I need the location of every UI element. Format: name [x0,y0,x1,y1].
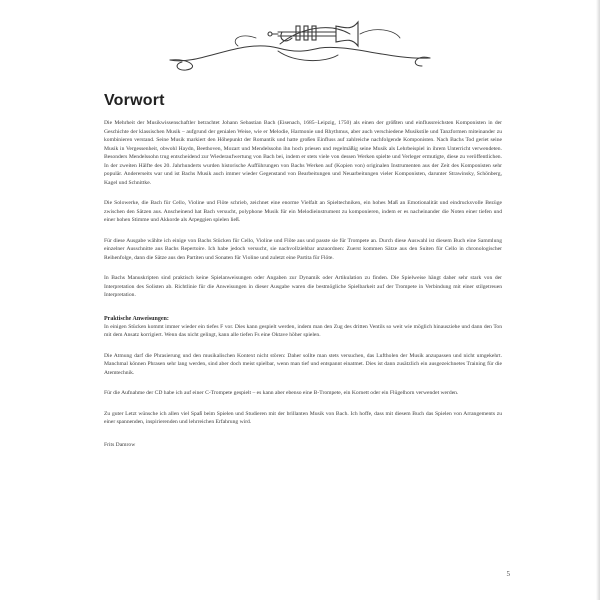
paragraph-cd-recording: Für die Aufnahme der CD habe ich auf einer C-Trompete gespielt – es kann aber ebenso eine B-Trompete, ein Kornett oder ein Flügelhorn verwendet werden. [104,390,459,396]
page-number: 5 [506,570,510,578]
paragraph-low-f: In einigen Stücken kommt immer wieder ein tiefes F vor. Dies kann gespielt werden, indem man den Zug des dritten Ventils so weit wie möglich hinausziehe und dann den Ton mit dem Ansatz korrigiert. Wenn das nicht gelingt, kann alle tiefen Fs eine Oktave höher spielen. [104,323,502,338]
paragraph-selection: Für diese Ausgabe wählte ich einige von Bachs Stücken für Cello, Violine und Flöte aus und passte sie für Trompete an. Durch diese Auswahl ist diesem Buch eine Sammlung einzelner Ausschnitte aus Bachs Repertoire. Ich habe jedoch versucht, sie nachvollziehbar anzuordnen: Zuerst kommen Sätze aus den Suiten für Cello in chronologischer Reihenfolge, dann die Sätze aus den Partiten und Sonaten für Violine und zuletzt eine Partita für Flöte. [104,237,502,261]
paragraph-breathing: Die Atmung darf die Phrasierung und den musikalischen Kontext nicht stören: Daher sollte man stets versuchen, das Luftholen der Musik anzupassen und nicht umgekehrt. Manchmal können Phrasen sehr lang werden, sind aber doch meist spielbar, wenn man tief und entspannt einatmet. Dies ist dann zusätzlich ein ausgezeichnetes Training für die Atemtechnik. [104,352,502,376]
author-signature: Frits Damrow [104,441,136,448]
page-edge [596,0,600,600]
paragraph-manuscripts: In Bachs Manuskripten sind praktisch keine Spielanweisungen oder Angaben zur Dynamik oder Artikulation zu finden. Die Spielweise hängt daher sehr stark von der Interpretation des Solisten ab. Richtlinie für die Anweisungen in dieser Ausgabe waren die bestmögliche Spielbarkeit auf der Trompete in Verbindung mit einer stilgetreuen Interpretation. [104,275,502,298]
paragraph-closing: Zu guter Letzt wünsche ich allen viel Spaß beim Spielen und Studieren mit der brillanten Musik von Bach. Ich hoffe, dass mit diesem Buch das Spielen von Arrangements zu einer spannenden, inspirierenden und lehrreichen Erfahrung wird. [104,410,502,425]
preface-content [104,92,502,458]
paragraph-solo-works: Die Solowerke, die Bach für Cello, Violine und Flöte schrieb, zeichnet eine enorme Vielfalt an Spieltechniken, ein hohes Maß an Emotionalität und eindrucksvolle Bezüge zwischen den Sätzen aus. Anscheinend hat Bach versucht, polyphone Musik für ein Melodieinstrument zu komponieren, indem er es nacheinander die Noten einer tiefen und einer hohen Stimme und Akkorde als Arpeggien spielen ließ. [104,200,502,223]
trumpet-flourish-icon [160,8,440,78]
paragraph-intro: Die Mehrheit der Musikwissenschaftler betrachtet Johann Sebastian Bach (Eisenach, 1685–Leipzig, 1750) als einen der größten und einflussreichsten Komponisten in der Geschichte der klassischen Musik – aufgrund der genialen Weise, wie er Melodie, Harmonie und Rhythmus, aber auch verschiedene Musikstile und Tanzformen miteinander zu kombinieren verstand. Seine Musik markiert den Höhepunkt der Romantik und hatte großen Einfluss auf zahlreiche nachfolgende Komponisten. Nach Bachs Tod geriet seine Musik in Vergessenheit, obwohl Haydn, Beethoven, Mozart und Mendelssohn ihn hoch priesen und regelmäßig seine Musik als Lehrbeispiel in ihrem Unterricht verwendeten. Besonders Mendelssohn trug entscheidend zur Wiederaufwertung von Bach bei, indem er stets viele von dessen Werken spielte und Verleger ermutigte, diese zu veröffentlichen. In der zweiten Hälfte des 20. Jahrhunderts wurden historische Aufführungen von Bachs Werken auf (Kopien von) originalen Instrumenten aus der Zeit des Komponisten sehr populär. Andererseits war und ist Bachs Musik auch immer wieder Gegenstand von Bearbeitungen und Neuarbeitungen vieler Komponisten, darunter Strawinsky, Schönberg, Kagel und Schnittke. [104,120,502,186]
practical-heading: Praktische Anweisungen: [104,315,169,322]
page-title: Vorwort [104,92,165,109]
